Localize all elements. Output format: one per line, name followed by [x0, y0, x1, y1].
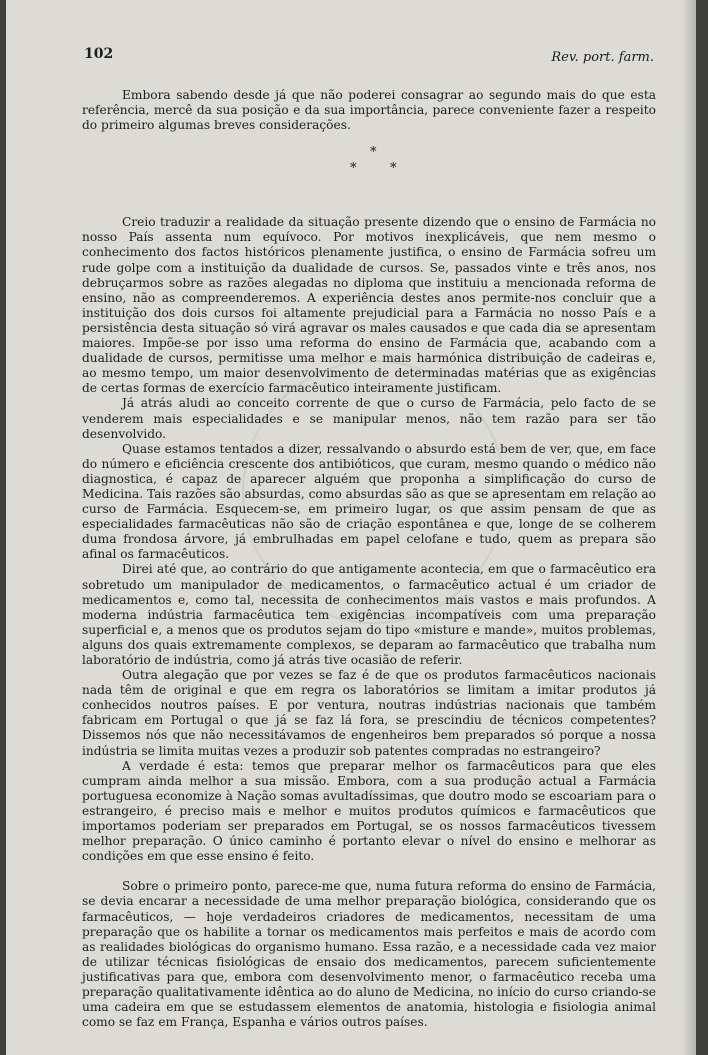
page-header: [84, 46, 654, 68]
asterisk: *: [370, 145, 377, 161]
paragraph: Quase estamos tentados a dizer, ressalvando o absurdo está bem de ver, que, em face do número e eficiência crescente dos antibióticos, que curam, mesmo quando o médico não diagnostica, é capaz de aparecer alguém que proponha a simplificação do curso de Medicina. Tais razões são absurdas, como absurdas são as que se apresentam em relação ao curso de Farmácia. Esquecem-se, em primeiro lugar, os que assim pensam de que as especialidades farmacêuticas não são de criação espontânea e que, longe de se colherem duma frondosa árvore, já embrulhadas em papel celofane e tudo, quem as prepara são afinal os farmacêuticos.: [82, 441, 656, 562]
paragraph: Sobre o primeiro ponto, parece-me que, numa futura reforma do ensino de Farmácia, se devia encarar a necessidade de uma melhor preparação biológica, considerando que os farmacêuticos, — hoje verdadeiros criadores de medicamentos, necessitam de uma preparação que os habilite a tornar os medicamentos mais perfeitos e mais de acordo com as realidades biológicas do organismo humano. Essa razão, e a necessidade cada vez maior de utilizar técnicas fisiológicas de ensaio dos medicamentos, parecem suficientemente justificativas para que, embora com desenvolvimento menor, o farmacêutico receba uma preparação qualitativamente idêntica ao do aluno de Medicina, no início do curso criando-se uma cadeira em que se estudassem elementos de anatomia, histologia e fisiologia animal como se faz em França, Espanha e vários outros países.: [82, 879, 656, 1030]
asterisk: *: [390, 161, 397, 177]
paragraph: Embora sabendo desde já que não poderei consagrar ao segundo mais do que esta referência, mercê da sua posição e da sua importância, parece conveniente fazer a respeito do primeiro algumas breves considerações.: [82, 88, 656, 133]
paragraph: A verdade é esta: temos que preparar melhor os farmacêuticos para que eles cumpram ainda melhor a sua missão. Embora, com a sua produção actual a Farmácia portuguesa economize à Nação somas avultadíssimas, que doutro modo se escoariam para o estrangeiro, é preciso mais e melhor e muitos produtos químicos e farmacêuticos que importamos poderiam ser preparados em Portugal, se os nossos farmacêuticos tivessem melhor preparação. O único caminho é portanto elevar o nível do ensino e melhorar as condições em que esse ensino é feito.: [82, 758, 656, 864]
paragraph: Já atrás aludi ao conceito corrente de que o curso de Farmácia, pelo facto de se venderem mais especialidades e se manipular menos, não tem razão para ser tão desenvolvido.: [82, 396, 656, 441]
running-title: Rev. port. farm.: [551, 50, 654, 65]
paragraph: Direi até que, ao contrário do que antigamente acontecia, em que o farmacêutico era sobretudo um manipulador de medicamentos, o farmacêutico actual é um criador de medicamentos e, como tal, necessita de conhecimentos mais vastos e mais profundos. A moderna indústria farmacêutica tem exigências incompatíveis com uma preparação superficial e, a menos que os produtos sejam do tipo «misture e mande», muitos problemas, alguns dos quais extremamente complexos, se deparam ao farmacêutico que trabalha num laboratório de indústria, como já atrás tive ocasião de referir.: [82, 562, 656, 667]
paragraph: Creio traduzir a realidade da situação presente dizendo que o ensino de Farmácia no nosso País assenta num equívoco. Por motivos inexplicáveis, que nem mesmo o conhecimento dos factos históricos plenamente justifica, o ensino de Farmácia sofreu um rude golpe com a instituição da dualidade de cursos. Se, passados vinte e três anos, nos debruçarmos sobre as razões alegadas no diploma que instituiu a mencionada reforma de ensino, não as compreenderemos. A experiência destes anos permite-nos concluir que a instituição dos dois cursos foi altamente prejudicial para a Farmácia no nosso País e a persistência desta situação só virá agravar os males causados e que cada dia se apresentam maiores. Impõe-se por isso uma reforma do ensino de Farmácia que, acabando com a dualidade de cursos, permitisse uma melhor e mais harmónica distribuição de cadeiras e, ao mesmo tempo, um maior desenvolvimento de determinadas matérias que as exigências de certas formas de exercício farmacêutico inteiramente justificam.: [82, 215, 656, 396]
asterisk: *: [350, 161, 357, 177]
page-number: 102: [84, 46, 114, 62]
paragraph: Outra alegação que por vezes se faz é de que os produtos farmacêuticos nacionais nada têm de original e que em regra os laboratórios se limitam a imitar produtos já conhecidos noutros países. E por ventura, noutras indústrias nacionais que também fabricam em Portugal o que já se faz lá fora, se prescindiu de técnicos competentes? Dissemos nós que não necessitávamos de engenheiros bem preparados só porque a nossa indústria se limita muitas vezes a produzir sob patentes compradas no estrangeiro?: [82, 668, 656, 758]
section-break-asterism: [82, 145, 656, 185]
document-page: [6, 0, 696, 1055]
page-edge-shadow: [682, 0, 696, 1055]
article-body: [82, 88, 656, 1030]
